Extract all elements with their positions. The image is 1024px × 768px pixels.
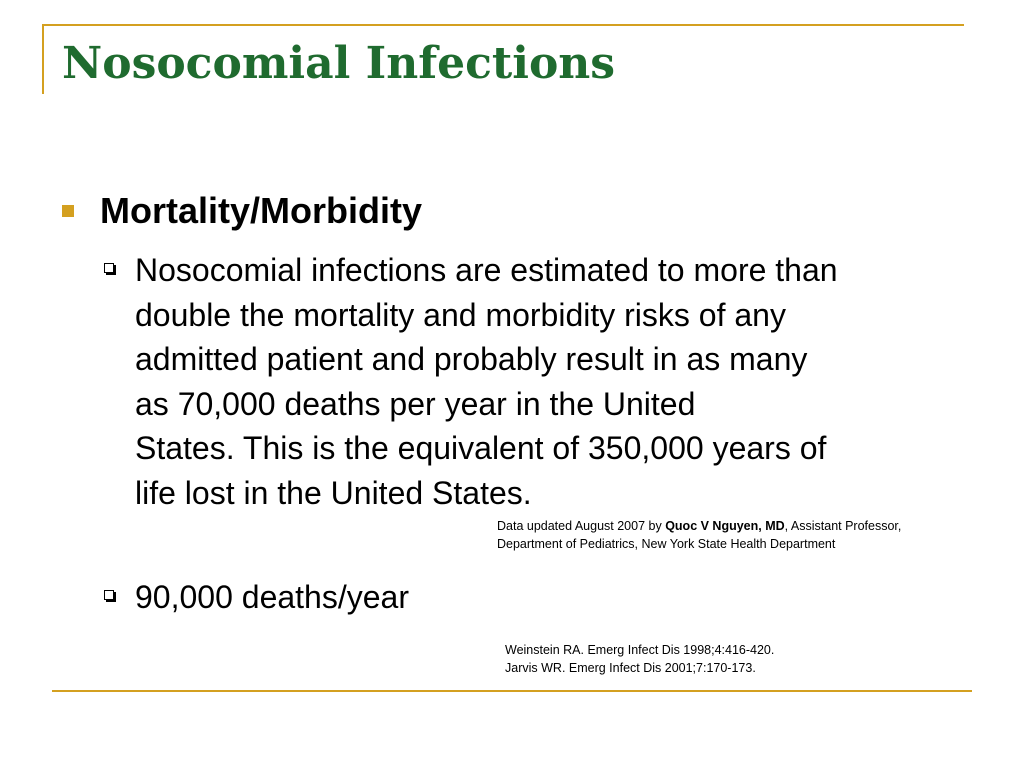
citation-line (497, 517, 901, 535)
citation-prefix: Data updated August 2007 by (497, 519, 666, 533)
bullet-line: admitted patient and probably result in as many (135, 341, 808, 377)
heading-text: Mortality/Morbidity (100, 190, 422, 231)
bullet-line: life lost in the United States. (135, 474, 532, 511)
left-accent-line (42, 24, 44, 94)
square-bullet-icon (62, 205, 74, 217)
bullet-line: double the mortality and morbidity risks of any (135, 296, 786, 333)
bullet-text: 90,000 deaths/year (135, 579, 409, 615)
bullet-line: States. This is the equivalent of 350,000 years of (135, 430, 827, 466)
slide-title: Nosocomial Infections (62, 38, 616, 89)
hollow-square-bullet-icon (104, 590, 114, 600)
bullet-paragraph (135, 248, 965, 515)
citation-line: Jarvis WR. Emerg Infect Dis 2001;7:170-173. (505, 661, 756, 675)
citation-references (505, 641, 774, 677)
top-accent-line (42, 24, 964, 26)
citation-line: Department of Pediatrics, New York State Health Department (497, 537, 836, 551)
citation-line: Weinstein RA. Emerg Infect Dis 1998;4:416-420. (505, 643, 775, 657)
citation-nguyen (497, 517, 901, 553)
bullet-line: Nosocomial infections are estimated to more than (135, 252, 838, 288)
citation-author: Quoc V Nguyen, MD (665, 519, 785, 533)
bullet-line: as 70,000 deaths per year in the United (135, 385, 696, 422)
bullet-item-mortality (104, 248, 965, 515)
bottom-accent-line (52, 690, 972, 692)
hollow-square-bullet-icon (104, 263, 114, 273)
citation-suffix: , Assistant Professor, (784, 519, 902, 533)
bullet-item-deaths (104, 575, 965, 620)
section-heading (62, 190, 422, 232)
